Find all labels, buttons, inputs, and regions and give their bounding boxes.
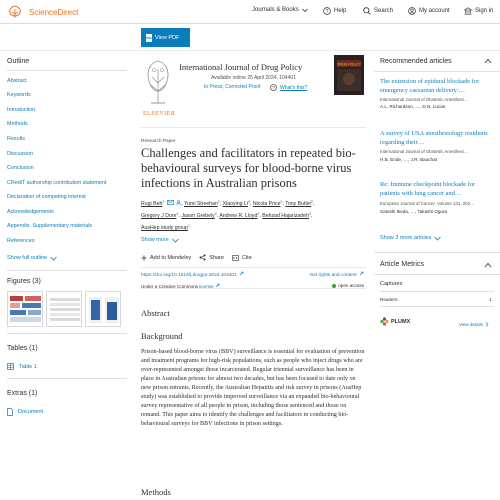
license-prefix: Under a Creative Commons [141,284,198,289]
doi-license-row [141,267,366,289]
table-icon [7,363,14,370]
outline-item-credit[interactable]: CRediT authorship contribution statement [7,180,107,186]
document-link[interactable] [7,408,43,416]
help-icon [323,7,331,15]
tables-heading: Tables (1) [7,345,38,352]
toolbar [0,24,500,51]
chevron-up-icon[interactable] [484,58,492,64]
publisher-name: ELSEVIER [143,111,176,117]
figure-thumbnail-2[interactable] [46,291,82,327]
outline-item-methods[interactable]: Methods [7,121,28,127]
open-access-label: open access [338,283,364,288]
chevron-up-icon[interactable] [484,262,492,268]
figure-1-image [8,292,43,327]
external-link-icon [359,271,364,276]
outline-item-conclusion[interactable]: Conclusion [7,165,34,171]
plumx-label: PLUMX [391,318,411,325]
user-icon [408,7,416,15]
plumx-flower-icon [380,317,389,326]
document-label: Document [18,409,44,415]
help-icon [270,84,277,91]
quote-icon [232,255,239,261]
plumx-logo[interactable] [380,317,410,326]
in-press-link[interactable]: In Press, Corrected Proof [204,84,261,90]
nav-help[interactable] [323,7,346,15]
background-paragraph: Prison-based blood-borne virus (BBV) surveillance is essential for evaluation of prevention and treatment programs for high-risk populations, such as people who inject drugs who are over-represented amongst those incarcerated. Regular triennial surveillance has been in place in Australian prisons for almost two decades, but has been focused to date only on new prison entrants. Recently, the Australian Hepatitis and risk survey in prisons (AusHep study) was established to provide improved surveillance via an expanded bio-behavioural survey representative of all people in prison, including those sentenced and those on remand. This paper aims to identify the challenges and facilitators in conducting bio-behavioural surveys for BBV infections in prison settings. [141,349,365,428]
outline-item-abstract[interactable]: Abstract [7,78,27,84]
recommended-article-title[interactable]: A survey of USA anesthesiology residents regarding their… [380,130,488,146]
chevron-down-icon [302,8,308,13]
nav-help-label: Help [334,8,347,14]
view-pdf-button[interactable] [141,28,190,47]
add-to-mendeley-label: Add to Mendeley [150,254,192,261]
nav-sign-in-label: Sign in [475,8,494,14]
nav-search[interactable] [363,7,393,15]
author-link[interactable]: Andrew R. Lloyd$^a$ [219,211,260,219]
table-1-label: Table 1 [19,363,37,370]
plus-icon [141,255,147,261]
recommended-divider [374,71,500,72]
available-online: Available online 25 April 2024, 104401 [211,75,296,81]
cite-button[interactable] [232,254,252,261]
recommended-article-title[interactable]: Re: Immune checkpoint blockade for patients with lung cancer and… [380,181,476,197]
document-icon [7,408,13,416]
journal-cover[interactable] [334,55,364,95]
show-more-authors[interactable] [141,237,179,243]
author-link[interactable]: Yumi Sheehan$^a$ [184,199,220,207]
top-header [0,0,500,24]
recommended-article-authors: Satoshi Ikeda, …, Takashi Ogura [380,209,448,214]
show-more-articles-label: Show 3 more articles [380,235,432,241]
email-icon[interactable] [167,200,174,205]
license-link[interactable]: license [199,284,214,289]
add-to-mendeley-button[interactable] [141,254,191,261]
figure-thumbnail-1[interactable] [7,291,43,327]
view-pdf-label: View PDF [155,34,180,41]
readers-divider [380,306,494,307]
sciencedirect-logo[interactable] [7,5,78,19]
sidebar-divider [374,252,500,253]
recommended-heading: Recommended articles [380,58,452,65]
outline-item-introduction[interactable]: Introduction [7,107,36,113]
outline-item-acknowledgements[interactable]: Acknowledgements [7,209,54,215]
chevron-down-icon [434,236,441,241]
author-link[interactable]: Jason Grebely$^a$ [181,211,217,219]
journal-cover-text: DRUG POLICY [336,62,362,67]
show-full-outline-label: Show full outline [7,255,48,261]
article-title: Challenges and facilitators in repeated bio-behavioural surveys for blood-borne virus infections in Australian prisons [141,146,356,190]
metrics-divider [374,274,500,275]
pdf-icon: PDF [146,35,152,40]
whats-this-link[interactable] [270,84,307,91]
article-metrics-heading: Article Metrics [380,261,424,268]
elsevier-tree-icon [7,5,23,19]
license-text [141,283,220,289]
show-more-label: Show more [141,237,169,243]
abstract-heading: Abstract [141,308,170,318]
outline-item-results[interactable]: Results [7,136,25,142]
table-1-link[interactable] [7,363,37,370]
chevron-right-icon [485,322,489,327]
external-link-icon [215,283,220,288]
author-link[interactable]: Gregory J Dore$^a$ [141,211,179,219]
extras-heading: Extras (1) [7,390,38,397]
journal-cover-image [334,55,364,95]
article-actions [141,254,260,261]
nav-journals-books[interactable] [252,7,308,13]
methods-heading: Methods [141,487,171,497]
author-link[interactable]: Xiaoying Li$^a$ [222,199,250,207]
outline-item-discussion[interactable]: Discussion [7,151,34,157]
open-access-icon [332,284,336,288]
nav-journals-label: Journals & Books [252,7,299,13]
outline-heading: Outline [7,58,30,65]
get-rights-text: Get rights and content [309,273,357,278]
author-list: Rugi Beh$^a$ , Yumi Sheehan$^a$, Xiaoying Li$^a$, Nicola Price$^a$, Tony Butler$^b$, Gregory J Dore$^a$, Jason Grebely$^a$, Andrew R. Lloyd$^a$, Behzad Hajarizadeh$^a$, AusHep study group$^1$ [141,199,315,232]
open-access-badge [332,283,364,288]
external-link-icon [239,271,244,276]
recommended-article-source: European Journal of Cancer, Volume 131, 202… [380,201,475,206]
nav-search-label: Search [374,8,394,14]
cite-label: Cite [241,254,252,261]
author-link[interactable]: Tony Butler$^b$ [285,199,314,207]
share-icon [199,254,206,261]
outline-item-references[interactable]: References [7,238,35,244]
author-link[interactable]: Nicola Price$^a$ [252,199,283,207]
view-details-label: View details [459,322,483,327]
recommended-article-title[interactable]: The extension of epidural blockade for emergency caesarean delivery:… [380,78,480,94]
doi-text: https://doi.org/10.1016/j.drugpo.2024.104401 [141,273,237,278]
person-icon[interactable] [176,200,181,205]
figure-3-image [86,292,121,327]
recommended-article-source: International Journal of Obstetric Anesthesi… [380,97,469,102]
outline-divider [7,70,127,71]
recommended-article-authors: A.L. Richardson, …, D.N. Lucas [380,104,446,109]
nav-sign-in[interactable] [464,7,493,15]
readers-label: Readers: [380,297,399,302]
author-link[interactable]: Rugi Beh$^a$ [141,199,165,207]
view-details-link[interactable] [459,322,489,327]
outline-item-appendix[interactable]: Appendix. Supplementary materials [7,223,93,229]
elsevier-logo [143,55,176,117]
svg-text:?: ? [325,8,329,15]
sidebar-divider [7,270,127,271]
figure-thumbnail-3[interactable] [85,291,121,327]
nav-my-account[interactable] [408,7,450,15]
sidebar-divider [7,378,127,379]
background-heading: Background [141,331,183,341]
recommended-article-authors: H.B. Ende, …, J.R. Bauchat [380,157,437,162]
brand-name: ScienceDirect [29,7,79,17]
show-more-articles-link[interactable] [380,235,441,241]
author-link[interactable]: AusHep study group$^1$ [141,223,190,232]
figures-heading: Figures (3) [7,278,41,285]
article-type: Research Paper [141,139,176,144]
nav-my-account-label: My account [419,8,450,14]
outline-item-keywords[interactable]: Keywords [7,92,31,98]
journal-title[interactable]: International Journal of Drug Policy [179,62,303,72]
institution-icon [464,7,472,15]
captures-label: Captures [380,281,403,287]
share-label: Share [209,254,224,261]
svg-text:?: ? [272,85,275,91]
outline-item-competing-interest[interactable]: Declaration of competing interest [7,194,86,200]
author-link[interactable]: Behzad Hajarizadeh$^a$ [262,211,311,219]
figure-2-image [47,292,82,327]
readers-value: 1 [489,297,492,302]
search-icon [363,7,371,15]
sidebar-divider [7,333,127,334]
chevron-down-icon [172,238,179,243]
captures-divider [380,291,494,292]
whats-this-label: What’s this? [280,84,308,91]
share-button[interactable] [199,254,224,261]
chevron-down-icon [50,256,57,261]
recommended-article-source: International Journal of Obstetric Anesthesi… [380,149,469,154]
show-full-outline-link[interactable] [7,255,57,261]
doi-link[interactable] [141,271,244,278]
get-rights-link[interactable] [309,271,364,278]
